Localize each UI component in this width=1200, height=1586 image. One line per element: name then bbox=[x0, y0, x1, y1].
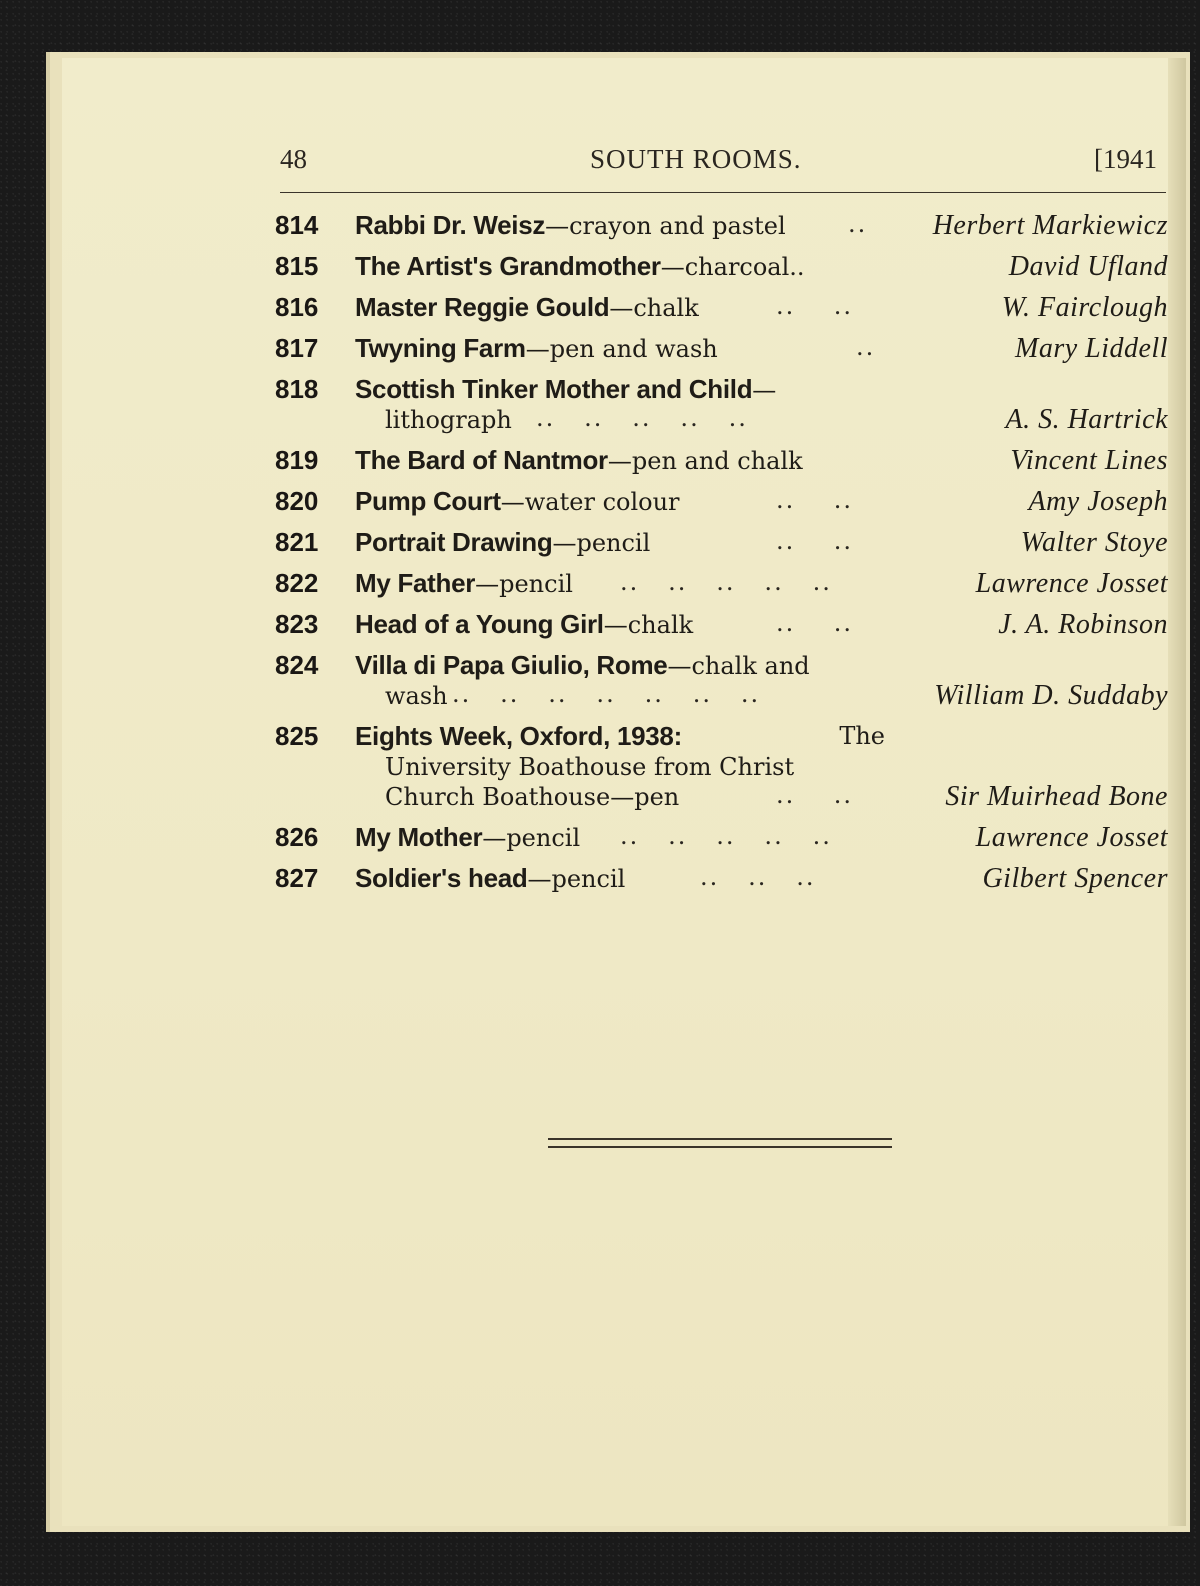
leader-dots: .. .. bbox=[776, 292, 854, 320]
entry-description bbox=[355, 251, 885, 282]
entry-medium: —pencil bbox=[552, 529, 651, 557]
entry-artist: Sir Muirhead Bone bbox=[945, 781, 1168, 812]
entry-title: Head of a Young Girl bbox=[355, 609, 604, 639]
entry-artist: Lawrence Josset bbox=[975, 568, 1168, 599]
entry-title: Portrait Drawing bbox=[355, 527, 553, 557]
page-number: 48 bbox=[280, 144, 307, 174]
year-mark: [1941 bbox=[1094, 144, 1157, 174]
leader-dots: .. bbox=[856, 333, 876, 361]
section-end-rule bbox=[548, 1138, 892, 1148]
entry-number: 824 bbox=[275, 650, 319, 680]
leader-dots: .. .. bbox=[776, 781, 854, 809]
entry-title: Twyning Farm bbox=[355, 333, 526, 363]
leader-dots: .. .. .. bbox=[700, 863, 816, 891]
entry-medium: —pencil bbox=[482, 824, 581, 852]
entry-title: My Father bbox=[355, 568, 476, 598]
entry-medium-continued: University Boathouse from Christ bbox=[385, 753, 795, 781]
entry-artist: Lawrence Josset bbox=[975, 822, 1168, 853]
entry-medium: —crayon and pastel bbox=[545, 212, 786, 240]
leader-dots: .. .. .. .. .. bbox=[536, 404, 748, 432]
leader-dots: .. .. bbox=[776, 609, 854, 637]
leader-dots: .. .. .. .. .. bbox=[620, 568, 832, 596]
leader-dots: .. bbox=[848, 210, 868, 238]
entry-title: The Artist's Grandmother bbox=[355, 251, 661, 281]
entry-artist: Vincent Lines bbox=[1010, 445, 1168, 476]
entry-artist: Mary Liddell bbox=[1015, 333, 1168, 364]
entry-number: 825 bbox=[275, 721, 319, 751]
entry-description bbox=[355, 210, 885, 241]
entry-medium: —pencil bbox=[527, 865, 626, 893]
entry-artist: Herbert Markiewicz bbox=[932, 210, 1168, 241]
entry-artist: A. S. Hartrick bbox=[1005, 404, 1168, 435]
entry-number: 821 bbox=[275, 527, 319, 557]
leader-dots: .. bbox=[789, 253, 805, 281]
entry-title: Eights Week, Oxford, 1938: bbox=[355, 721, 682, 751]
entry-number: 823 bbox=[275, 609, 319, 639]
entry-number: 814 bbox=[275, 210, 319, 240]
leader-dots: .. .. .. .. .. .. .. bbox=[452, 680, 761, 708]
leader-dots: .. .. .. .. .. bbox=[620, 822, 832, 850]
entry-medium-continued: Church Boathouse—pen bbox=[385, 783, 680, 811]
entry-medium: —chalk bbox=[603, 611, 694, 639]
entry-number: 816 bbox=[275, 292, 319, 322]
page-edge bbox=[1168, 58, 1186, 1526]
entry-number: 822 bbox=[275, 568, 319, 598]
entry-artist: William D. Suddaby bbox=[934, 680, 1168, 711]
entry-artist: Amy Joseph bbox=[1028, 486, 1168, 517]
leader-dots: .. .. bbox=[776, 527, 854, 555]
entry-artist: J. A. Robinson bbox=[998, 609, 1168, 640]
entry-title: Pump Court bbox=[355, 486, 501, 516]
entry-medium: —chalk bbox=[609, 294, 699, 322]
entry-medium: —pen and chalk bbox=[607, 447, 803, 475]
entry-number: 818 bbox=[275, 374, 319, 404]
entry-title: Rabbi Dr. Weisz bbox=[355, 210, 546, 240]
entry-artist: David Ufland bbox=[1008, 251, 1168, 282]
running-title: SOUTH ROOMS. bbox=[590, 144, 802, 174]
entry-medium: — bbox=[752, 376, 777, 404]
entry-medium: —water colour bbox=[500, 488, 680, 516]
entry-medium: —pencil bbox=[475, 570, 573, 598]
entry-number: 820 bbox=[275, 486, 319, 516]
entry-number: 817 bbox=[275, 333, 319, 363]
entry-medium: The bbox=[839, 722, 885, 750]
entry-medium: —charcoal bbox=[660, 253, 790, 281]
entry-title: Master Reggie Gould bbox=[355, 292, 610, 322]
entry-title: The Bard of Nantmor bbox=[355, 445, 608, 475]
entry-artist: Gilbert Spencer bbox=[982, 863, 1168, 894]
entry-artist: W. Fairclough bbox=[1001, 292, 1168, 323]
leader-dots: .. .. bbox=[776, 486, 854, 514]
entry-number: 815 bbox=[275, 251, 319, 281]
entry-description bbox=[355, 445, 885, 476]
entry-title: Soldier's head bbox=[355, 863, 528, 893]
entry-medium-continued: wash bbox=[385, 682, 448, 710]
entry-title: Villa di Papa Giulio, Rome bbox=[355, 650, 668, 680]
entry-medium-continued: lithograph bbox=[385, 406, 512, 434]
entry-medium: —pen and wash bbox=[525, 335, 718, 363]
entry-title: Scottish Tinker Mother and Child bbox=[355, 374, 753, 404]
entry-title: My Mother bbox=[355, 822, 483, 852]
entry-number: 827 bbox=[275, 863, 319, 893]
entry-medium: —chalk and bbox=[667, 652, 810, 680]
entry-number: 819 bbox=[275, 445, 319, 475]
entry-description bbox=[355, 333, 885, 364]
header-rule bbox=[280, 192, 1166, 193]
entry-number: 826 bbox=[275, 822, 319, 852]
entry-artist: Walter Stoye bbox=[1020, 527, 1168, 558]
